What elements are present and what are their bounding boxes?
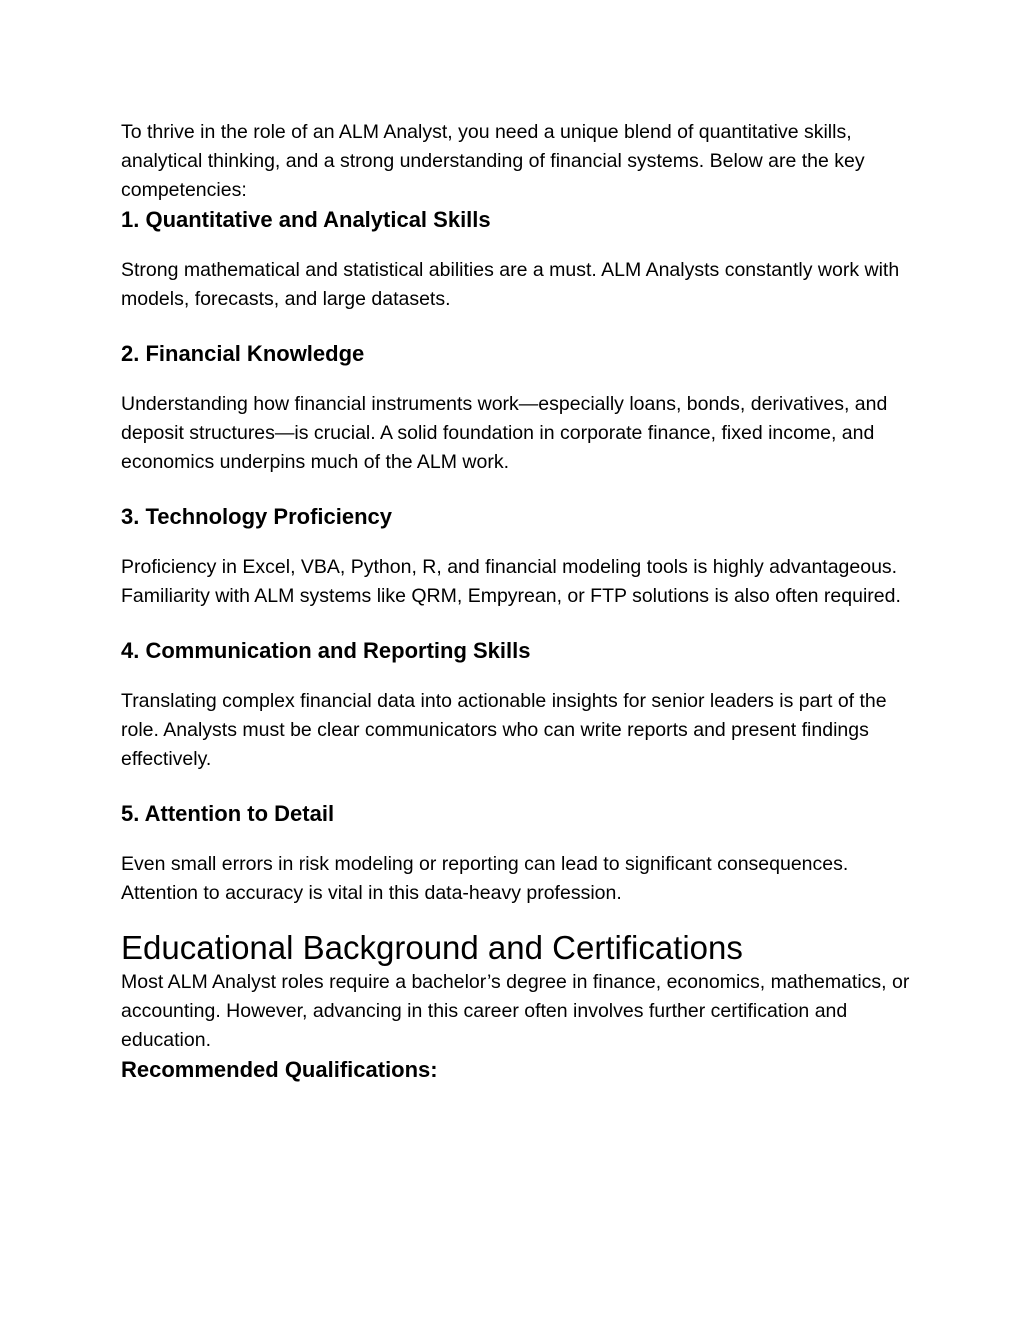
- section-heading: 4. Communication and Reporting Skills: [121, 638, 531, 663]
- section-heading: 2. Financial Knowledge: [121, 341, 365, 366]
- education-heading: Educational Background and Certifications: [121, 929, 743, 966]
- competency-section-financial: [121, 339, 911, 477]
- competency-section-quantitative: [121, 205, 911, 314]
- competency-section-technology: [121, 502, 911, 611]
- section-paragraph: Even small errors in risk modeling or reporting can lead to significant consequences. Attention to accuracy is vital in this data-heavy profession.: [121, 853, 849, 904]
- document-page: [121, 118, 911, 1085]
- section-paragraph: Understanding how financial instruments work—especially loans, bonds, derivatives, and deposit structures—is crucial. A solid foundation in corporate finance, fixed income, and economics underpins much of the ALM work.: [121, 393, 888, 473]
- section-paragraph: Strong mathematical and statistical abilities are a must. ALM Analysts constantly work with models, forecasts, and large datasets.: [121, 259, 900, 310]
- section-heading: 5. Attention to Detail: [121, 801, 335, 826]
- intro-paragraph: To thrive in the role of an ALM Analyst, you need a unique blend of quantitative skills, analytical thinking, and a strong understanding of financial systems. Below are the key competencies:: [121, 121, 865, 201]
- section-heading: 1. Quantitative and Analytical Skills: [121, 207, 491, 232]
- education-paragraph: Most ALM Analyst roles require a bachelor’s degree in finance, economics, mathematics, or accounting. However, advancing in this career often involves further certification and education.: [121, 971, 910, 1051]
- section-paragraph: Translating complex financial data into actionable insights for senior leaders is part of the role. Analysts must be clear communicators who can write reports and present findings effectively.: [121, 690, 887, 770]
- section-heading: 3. Technology Proficiency: [121, 504, 392, 529]
- competency-section-communication: [121, 636, 911, 774]
- section-paragraph: Proficiency in Excel, VBA, Python, R, and financial modeling tools is highly advantageous. Familiarity with ALM systems like QRM, Empyrean, or FTP solutions is also often required.: [121, 556, 901, 607]
- qualifications-subheading: Recommended Qualifications:: [121, 1057, 438, 1082]
- competency-section-detail: [121, 799, 911, 908]
